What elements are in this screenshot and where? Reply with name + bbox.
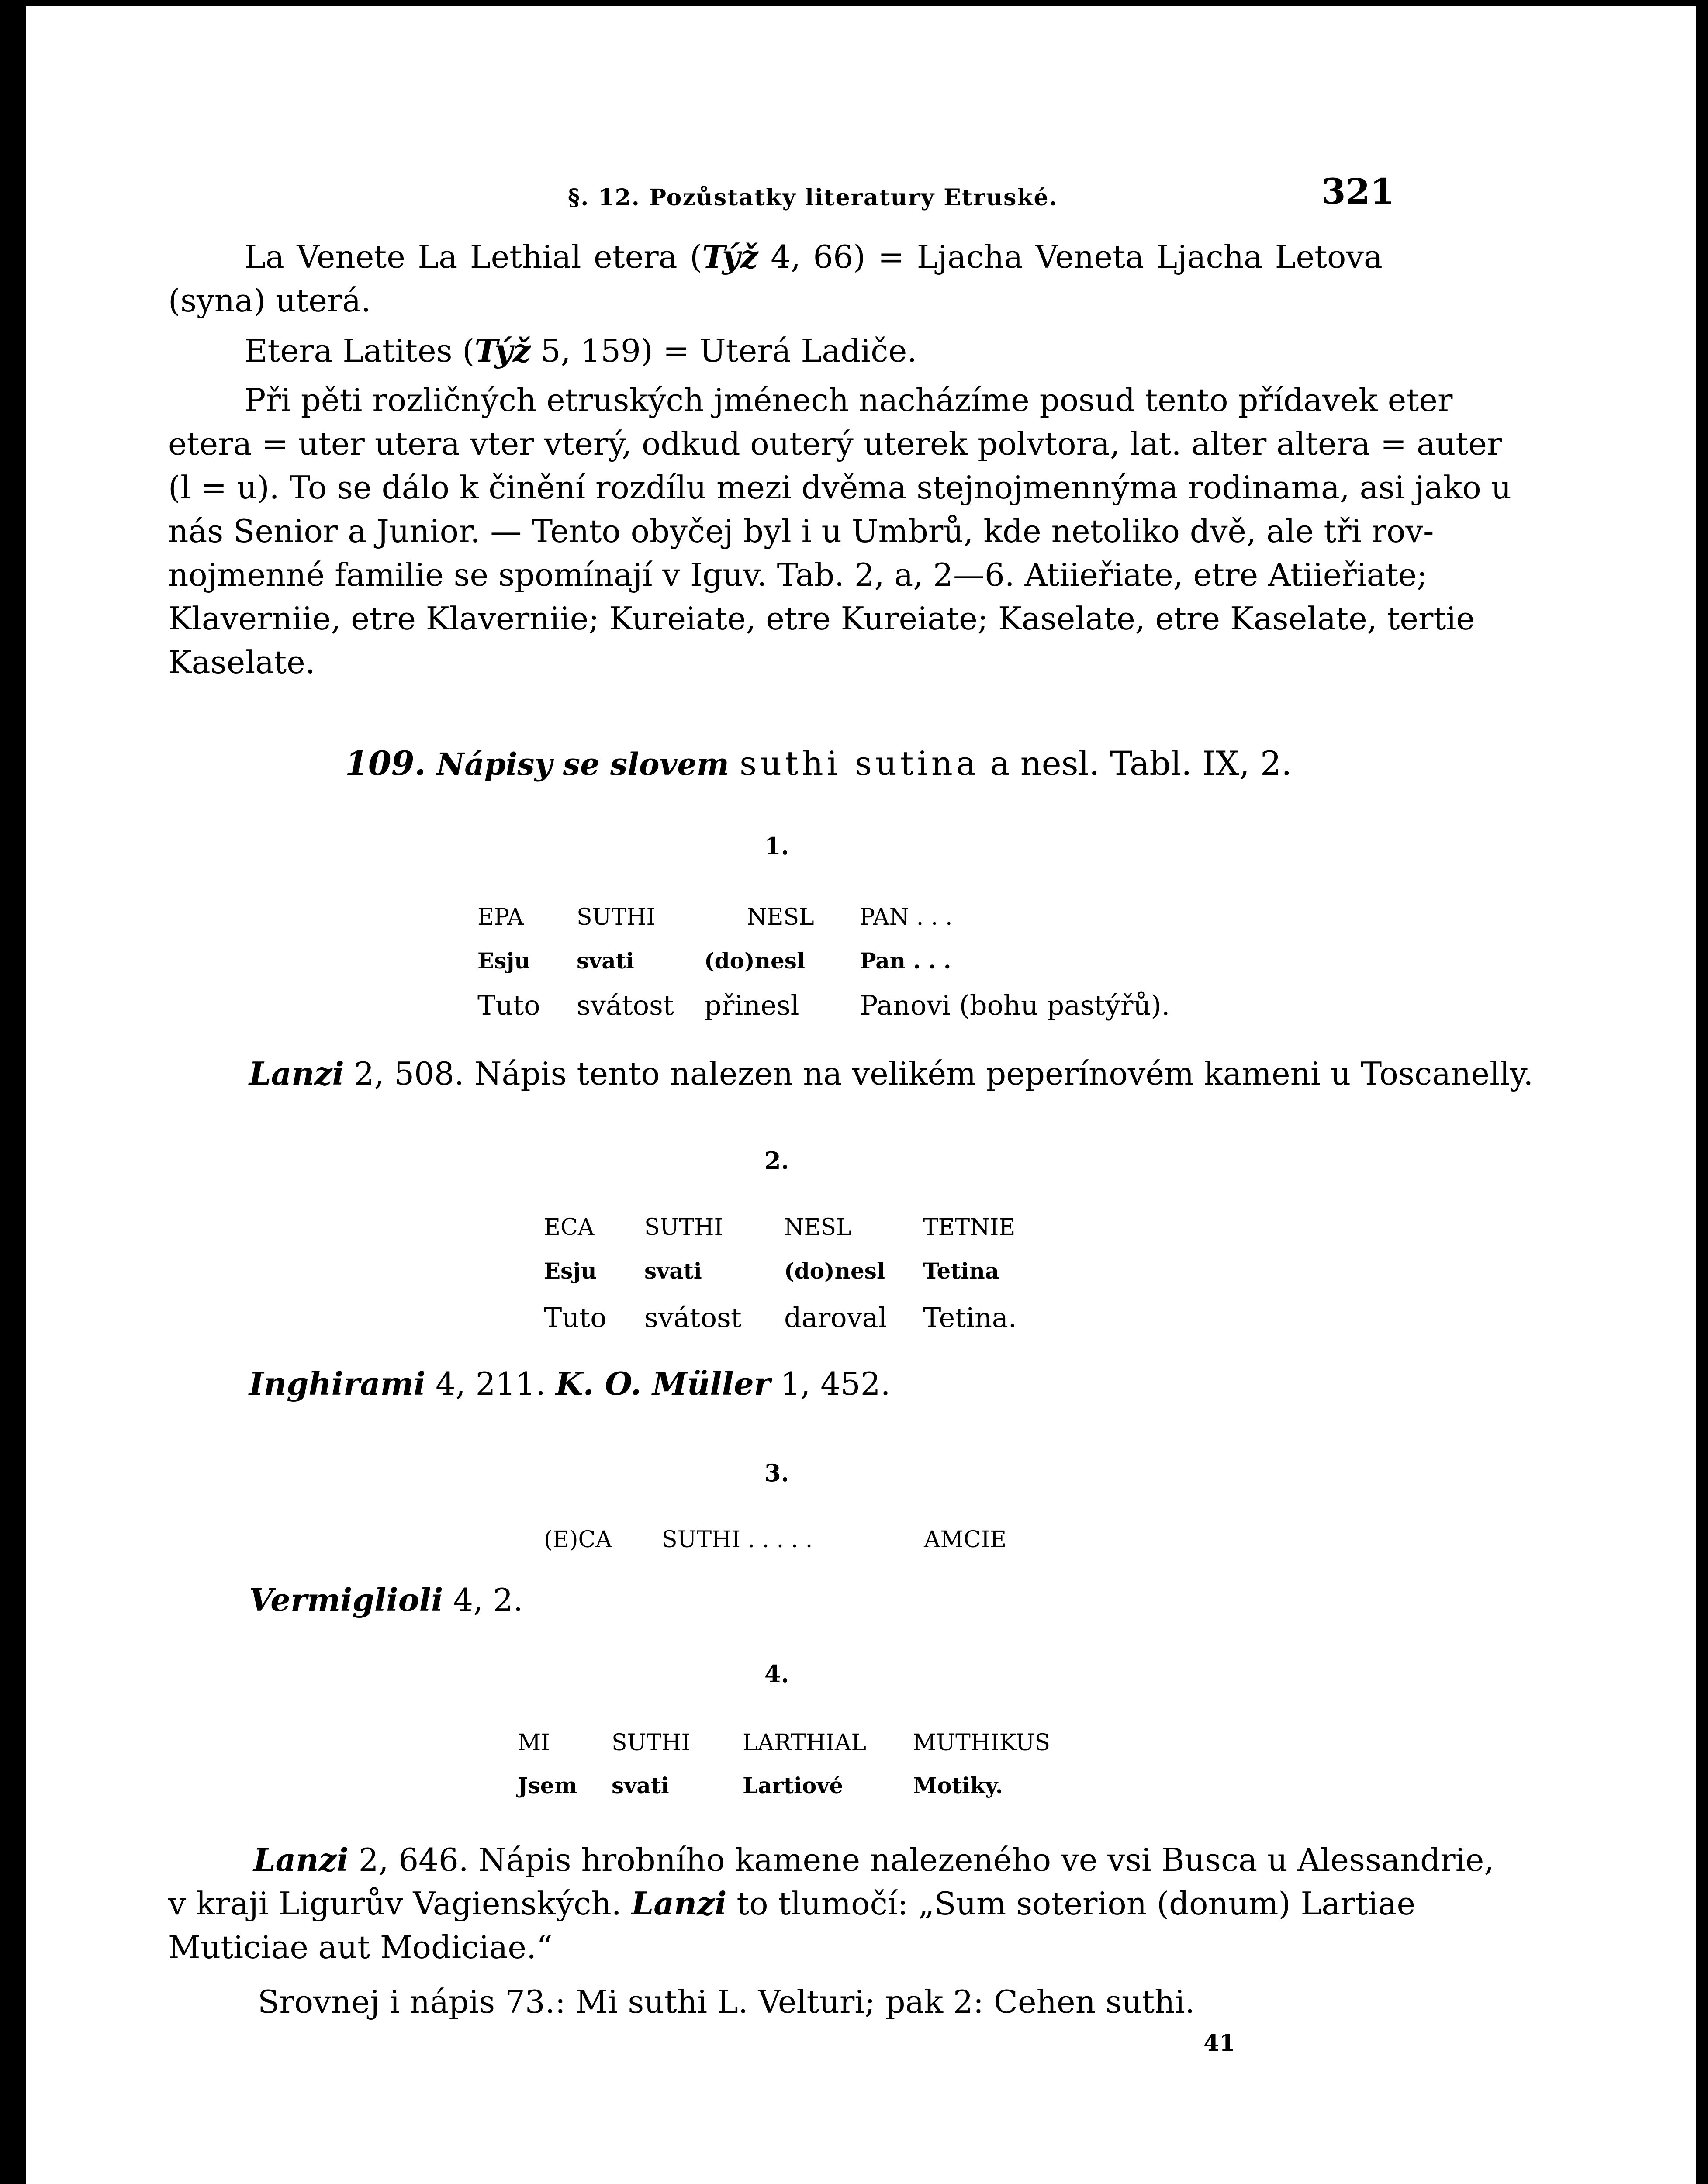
paragraph-line: v kraji Ligurův Vagienských. Lanzi to tlumočí: „Sum soterion (donum) Lartiae [168, 1885, 1416, 1922]
transliteration-word: Motiky. [913, 1773, 1003, 1798]
paragraph-line: Etera Latites (Týž 5, 159) = Uterá Ladiče. [245, 332, 917, 369]
paragraph-line: (syna) uterá. [168, 282, 371, 319]
etruscan-word: AMCIE [924, 1527, 1007, 1553]
translation-word: daroval [784, 1302, 887, 1334]
source-citation: Vermiglioli 4, 2. [249, 1581, 523, 1618]
paragraph-line: (l = u). To se dálo k činění rozdílu mezi dvěma stejnojmennýma rodinama, asi jako u [168, 469, 1511, 506]
inscription-number: 2. [764, 1147, 789, 1175]
paragraph-line: Muticiae aut Modiciae.“ [168, 1929, 553, 1966]
etruscan-word: MI [518, 1730, 550, 1756]
etruscan-word: SUTHI . . . . . [662, 1527, 813, 1553]
translation-word: přinesl [704, 989, 799, 1021]
translation-word: Panovi (bohu pastýřů). [860, 989, 1170, 1021]
translation-word: Tuto [544, 1302, 607, 1334]
source-citation: Lanzi 2, 508. Nápis tento nalezen na velikém peperínovém kameni u Toscanelly. [249, 1055, 1534, 1092]
inscription-number: 4. [764, 1660, 789, 1688]
etruscan-word: SUTHI [577, 904, 656, 930]
etruscan-word: (E)CA [544, 1527, 612, 1553]
paragraph-line: Při pěti rozličných etruských jménech nacházíme posud tento přídavek eter [245, 382, 1453, 418]
transliteration-word: Tetina [923, 1258, 999, 1284]
scan-border-top [26, 0, 1708, 6]
etruscan-word: MUTHIKUS [913, 1730, 1051, 1756]
transliteration-word: (do)nesl [784, 1258, 885, 1284]
transliteration-word: svati [612, 1773, 669, 1798]
etruscan-word: NESL [784, 1214, 851, 1241]
inscription-number: 1. [764, 832, 789, 860]
etruscan-word: ECA [544, 1214, 595, 1241]
section-heading: 109. Nápisy se slovem suthi sutina a nesl. Tabl. IX, 2. [345, 744, 1292, 783]
paragraph-line: nojmenné familie se spomínají v Iguv. Tab. 2, a, 2—6. Atiieřiate, etre Atiieřiate; [168, 556, 1428, 593]
final-note: Srovnej i nápis 73.: Mi suthi L. Velturi; pak 2: Cehen suthi. [258, 1984, 1195, 2020]
etruscan-word: SUTHI [644, 1214, 723, 1241]
translation-word: Tetina. [923, 1302, 1017, 1334]
paragraph-line: nás Senior a Junior. — Tento obyčej byl i u Umbrů, kde netoliko dvě, ale tři rov- [168, 513, 1434, 549]
etruscan-word: TETNIE [923, 1214, 1016, 1241]
transliteration-word: Lartiové [743, 1773, 844, 1798]
etruscan-word: PAN . . . [860, 904, 953, 930]
page-number: 321 [1321, 171, 1394, 212]
paragraph-line: Klaverniie, etre Klaverniie; Kureiate, etre Kureiate; Kaselate, etre Kaselate, tertie [168, 600, 1475, 637]
scan-border-right [1696, 0, 1708, 2184]
scan-border-left [0, 0, 26, 2184]
etruscan-word: LARTHIAL [743, 1730, 866, 1756]
transliteration-word: Esju [477, 948, 530, 974]
paragraph-line: Kaselate. [168, 644, 315, 681]
translation-word: Tuto [477, 989, 540, 1021]
inscription-number: 3. [764, 1459, 789, 1487]
paragraph-line: La Venete La Lethial etera (Týž 4, 66) = Ljacha Veneta Ljacha Letova [245, 238, 1383, 275]
transliteration-word: (do)nesl [704, 948, 805, 974]
source-citation: Inghirami 4, 211. K. O. Müller 1, 452. [249, 1365, 891, 1402]
source-citation: Lanzi 2, 646. Nápis hrobního kamene nalezeného ve vsi Busca u Alessandrie, [253, 1841, 1494, 1878]
etruscan-word: SUTHI [612, 1730, 691, 1756]
etruscan-word: NESL [747, 904, 814, 930]
transliteration-word: svati [644, 1258, 702, 1284]
translation-word: svátost [644, 1302, 742, 1334]
transliteration-word: Jsem [518, 1773, 577, 1798]
running-title: §. 12. Pozůstatky literatury Etruské. [568, 184, 1058, 211]
transliteration-word: svati [577, 948, 634, 974]
transliteration-word: Esju [544, 1258, 597, 1284]
transliteration-word: Pan . . . [860, 948, 951, 974]
paragraph-line: etera = uter utera vter vterý, odkud outerý uterek polvtora, lat. alter altera = auter [168, 425, 1502, 462]
translation-word: svátost [577, 989, 674, 1021]
signature-mark: 41 [1203, 2030, 1235, 2056]
etruscan-word: EPA [477, 904, 524, 930]
